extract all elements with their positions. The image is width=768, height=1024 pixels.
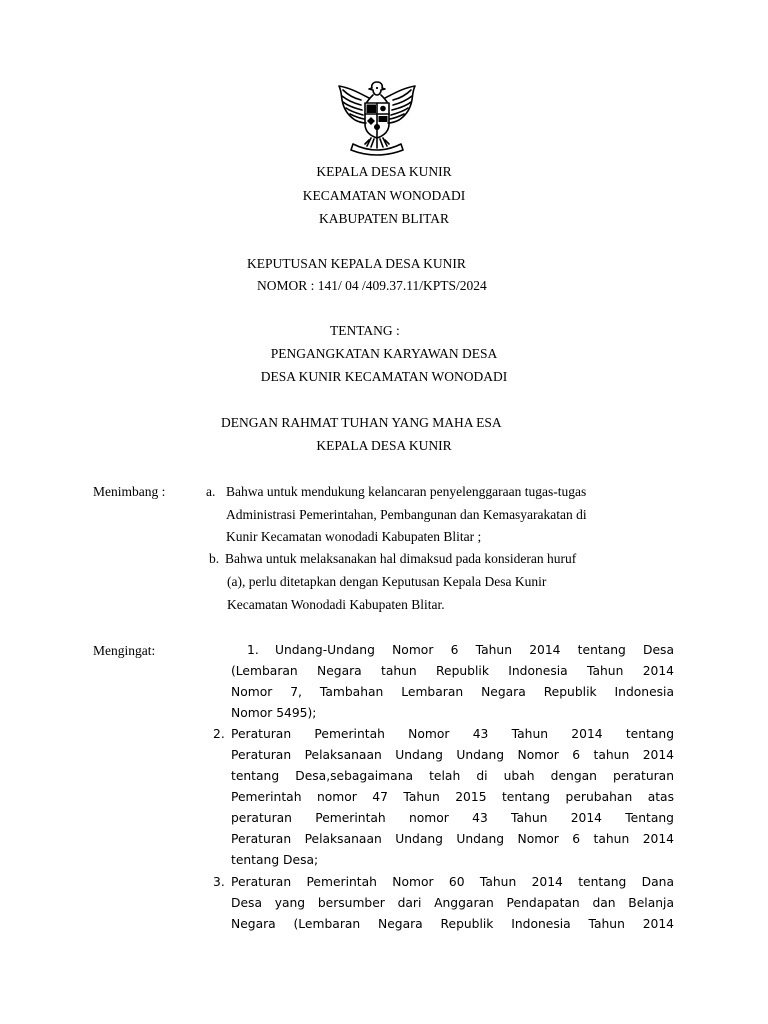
mengingat-item3-line: Peraturan Pemerintah Nomor 60 Tahun 2014 tentang Dana bbox=[231, 875, 674, 889]
mengingat-item2-line: peraturan Pemerintah nomor 43 Tahun 2014 Tentang bbox=[231, 811, 674, 825]
menimbang-a-line: Bahwa untuk mendukung kelancaran penyelenggaraan tugas-tugas bbox=[226, 484, 587, 499]
mengingat-item2-marker: 2. bbox=[213, 727, 225, 741]
menimbang-b-line: (a), perlu ditetapkan dengan Keputusan Kepala Desa Kunir bbox=[227, 574, 547, 589]
menimbang-a-line: Administrasi Pemerintahan, Pembangunan dan Kemasyarakatan di bbox=[226, 507, 587, 522]
header-line-3: KABUPATEN BLITAR bbox=[318, 211, 450, 226]
mengingat-item3-line: Desa yang bersumber dari Anggaran Pendapatan dan Belanja bbox=[231, 896, 674, 910]
mengingat-item2-line: Pemerintah nomor 47 Tahun 2015 tentang perubahan atas bbox=[231, 790, 674, 804]
mengingat-item2-line: Peraturan Pelaksanaan Undang Undang Nomor 6 tahun 2014 bbox=[231, 748, 674, 762]
decree-number: NOMOR : 141/ 04 /409.37.11/KPTS/2024 bbox=[257, 278, 487, 293]
mengingat-item1-line: Undang-Undang Nomor 6 Tahun 2014 tentang Desa bbox=[275, 643, 674, 657]
menimbang-label: Menimbang : bbox=[93, 484, 166, 499]
menimbang-a-marker: a. bbox=[206, 484, 216, 499]
menimbang-a-line: Kunir Kecamatan wonodadi Kabupaten Blitar ; bbox=[226, 529, 482, 544]
mengingat-item2-line: tentang Desa; bbox=[231, 853, 319, 867]
garuda-emblem-icon bbox=[331, 78, 423, 156]
subject-label: TENTANG : bbox=[330, 323, 400, 338]
subject-line-1: PENGANGKATAN KARYAWAN DESA bbox=[270, 346, 498, 361]
menimbang-b-marker: b. bbox=[209, 551, 220, 566]
menimbang-b-line: Bahwa untuk melaksanakan hal dimaksud pada konsideran huruf bbox=[225, 551, 577, 566]
mengingat-item1-line: Nomor 7, Tambahan Lembaran Negara Republik Indonesia bbox=[231, 685, 674, 699]
header-line-1: KEPALA DESA KUNIR bbox=[316, 164, 452, 179]
mengingat-item1-line: (Lembaran Negara tahun Republik Indonesia Tahun 2014 bbox=[231, 664, 674, 678]
mengingat-item1-line: Nomor 5495); bbox=[231, 706, 317, 720]
header-line-2: KECAMATAN WONODADI bbox=[302, 188, 466, 203]
mengingat-item3-marker: 3. bbox=[213, 875, 225, 889]
mengingat-item1-marker: 1. bbox=[247, 643, 259, 657]
decree-title: KEPUTUSAN KEPALA DESA KUNIR bbox=[247, 256, 466, 271]
mengingat-item2-line: tentang Desa,sebagaimana telah di ubah dengan peraturan bbox=[231, 769, 674, 783]
blessing-line-1: DENGAN RAHMAT TUHAN YANG MAHA ESA bbox=[221, 415, 502, 430]
mengingat-item2-line: Peraturan Pelaksanaan Undang Undang Nomor 6 tahun 2014 bbox=[231, 832, 674, 846]
subject-line-2: DESA KUNIR KECAMATAN WONODADI bbox=[260, 369, 508, 384]
mengingat-item2-line: Peraturan Pemerintah Nomor 43 Tahun 2014 tentang bbox=[231, 727, 674, 741]
mengingat-item3-line: Negara (Lembaran Negara Republik Indonesia Tahun 2014 bbox=[231, 917, 674, 931]
blessing-line-2: KEPALA DESA KUNIR bbox=[316, 438, 452, 453]
mengingat-label: Mengingat: bbox=[93, 643, 156, 658]
menimbang-b-line: Kecamatan Wonodadi Kabupaten Blitar. bbox=[227, 597, 445, 612]
